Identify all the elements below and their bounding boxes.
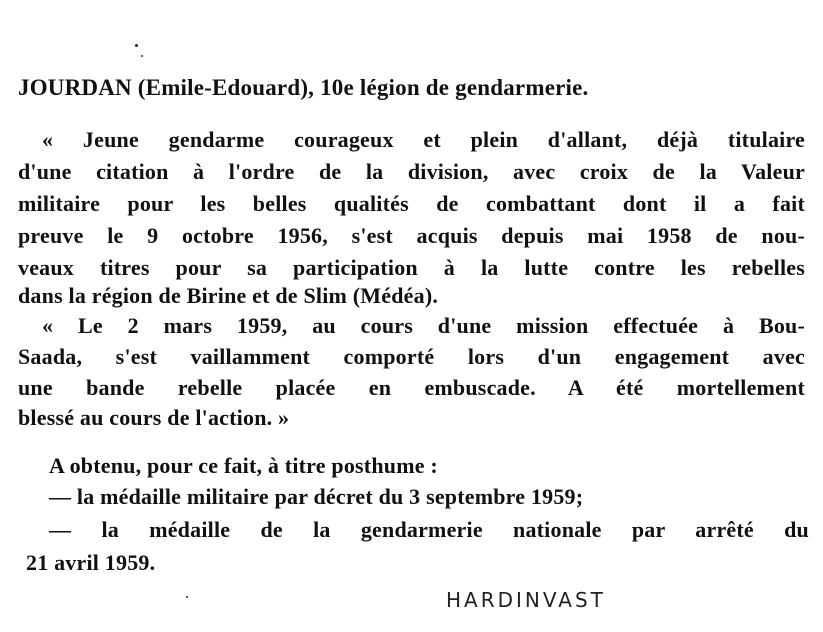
award-continuation: 21 avril 1959. bbox=[26, 550, 156, 575]
recipient-name: JOURDAN (Emile-Edouard), bbox=[18, 75, 315, 100]
speck-mark bbox=[186, 596, 188, 598]
citation-line: d'une citation à l'ordre de la division, avec croix de la Valeur bbox=[18, 159, 805, 184]
citation-line: « Jeune gendarme courageux et plein d'allant, déjà titulaire bbox=[42, 127, 805, 152]
speck-mark bbox=[141, 55, 143, 57]
citation-line: veaux titres pour sa participation à la lutte contre les rebelles bbox=[18, 255, 805, 280]
citation-line: blessé au cours de l'action. » bbox=[18, 405, 290, 430]
citation-heading bbox=[18, 75, 588, 101]
citation-line: une bande rebelle placée en embuscade. A été mortellement bbox=[18, 375, 805, 400]
citation-line: Saada, s'est vaillamment comporté lors d'un engagement avec bbox=[18, 344, 805, 369]
award-item: — la médaille de la gendarmerie nationale par arrêté du bbox=[49, 517, 809, 542]
citation-line: militaire pour les belles qualités de combattant dont il a fait bbox=[18, 191, 805, 216]
awards-intro: A obtenu, pour ce fait, à titre posthume : bbox=[49, 453, 438, 478]
award-item: — la médaille militaire par décret du 3 septembre 1959; bbox=[49, 484, 584, 509]
unit-name: 10e légion de gendarmerie. bbox=[320, 75, 589, 100]
citation-line: preuve le 9 octobre 1956, s'est acquis depuis mai 1958 de nou- bbox=[18, 223, 805, 248]
citation-line: dans la région de Birine et de Slim (Médéa). bbox=[18, 283, 439, 308]
handwritten-signature: HARDINVAST bbox=[446, 588, 606, 612]
citation-line: « Le 2 mars 1959, au cours d'une mission effectuée à Bou- bbox=[42, 313, 805, 338]
speck-mark bbox=[135, 44, 138, 47]
